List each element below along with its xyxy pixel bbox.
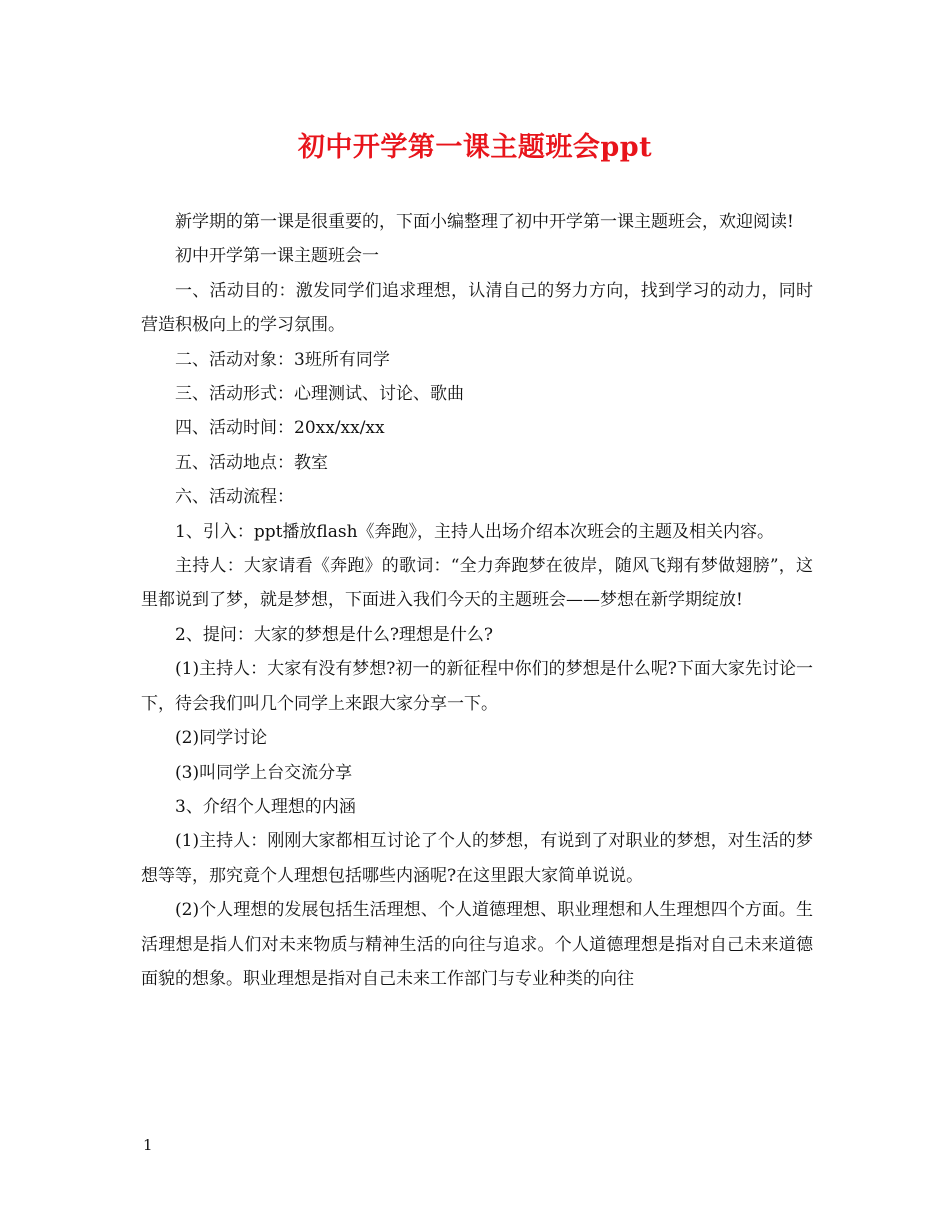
paragraph: 五、活动地点：教室	[175, 452, 328, 473]
paragraph: (1)主持人：刚刚大家都相互讨论了个人的梦想，有说到了对职业的梦想，对生活的梦想等等，那究竟个人理想包括哪些内涵呢?在这里跟大家简单说说。	[141, 831, 813, 886]
document-body	[141, 205, 813, 996]
paragraph: 1、引入：ppt播放flash《奔跑》，主持人出场介绍本次班会的主题及相关内容。	[175, 521, 775, 542]
paragraph: 主持人：大家请看《奔跑》的歌词：“全力奔跑梦在彼岸，随风飞翔有梦做翅膀”，这里都说到了梦，就是梦想，下面进入我们今天的主题班会——梦想在新学期绽放!	[141, 556, 813, 611]
paragraph: 一、活动目的：激发同学们追求理想，认清自己的努力方向，找到学习的动力，同时营造积极向上的学习氛围。	[141, 280, 813, 336]
paragraph: 新学期的第一课是很重要的，下面小编整理了初中开学第一课主题班会，欢迎阅读!	[175, 212, 794, 232]
paragraph: (3)叫同学上台交流分享	[175, 762, 353, 783]
paragraph: (1)主持人：大家有没有梦想?初一的新征程中你们的梦想是什么呢?下面大家先讨论一下，待会我们叫几个同学上来跟大家分享一下。	[141, 659, 813, 714]
document-title: 初中开学第一课主题班会ppt	[297, 132, 653, 163]
paragraph: 二、活动对象：3班所有同学	[175, 349, 390, 370]
paragraph: 2、提问：大家的梦想是什么?理想是什么?	[175, 624, 494, 645]
paragraph: 3、介绍个人理想的内涵	[175, 796, 356, 817]
paragraph: 三、活动形式：心理测试、讨论、歌曲	[175, 384, 464, 405]
paragraph: (2)个人理想的发展包括生活理想、个人道德理想、职业理想和人生理想四个方面。生活理想是指人们对未来物质与精神生活的向往与追求。个人道德理想是指对自己未来道德面貌的想象。职业理想是指对自己未来工作部门与专业种类的向往	[141, 900, 813, 989]
paragraph: 四、活动时间：20xx/xx/xx	[175, 418, 385, 439]
paragraph: (2)同学讨论	[175, 728, 268, 749]
paragraph: 六、活动流程：	[175, 487, 294, 508]
page-number: 1	[143, 1136, 153, 1154]
paragraph: 初中开学第一课主题班会一	[175, 246, 379, 267]
